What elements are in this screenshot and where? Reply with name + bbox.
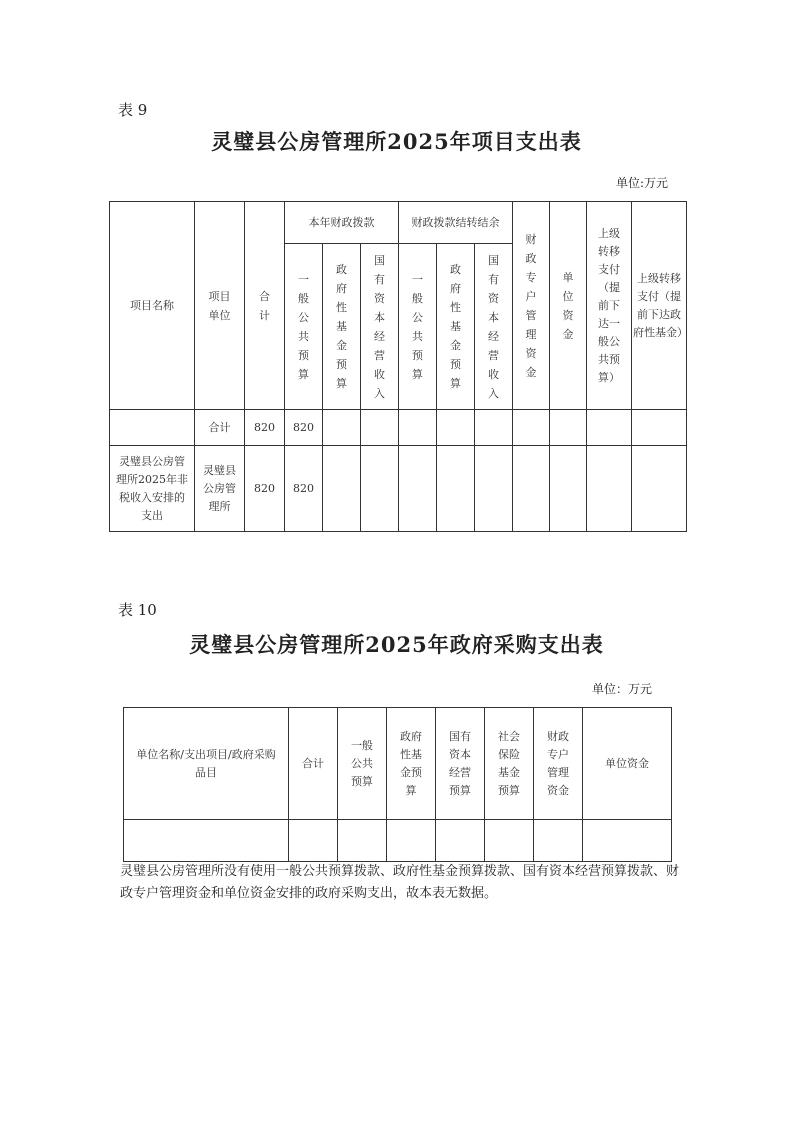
header-gov-fund-budget-text: 政府性基金预算	[336, 263, 347, 390]
total-row-empty-cell	[399, 410, 437, 446]
header-carryover-group	[399, 202, 513, 244]
table-row	[124, 820, 672, 862]
row-empty-cell	[475, 446, 513, 532]
project-expenditure-table	[109, 201, 687, 532]
header-general-budget	[338, 708, 387, 820]
total-row-empty-cell	[550, 410, 587, 446]
row-project-name	[110, 446, 195, 532]
header-current-year-group: 本年财政拨款	[285, 202, 399, 244]
table10-label: 表 10	[118, 601, 157, 619]
row-project-unit-text: 灵璧县公房管理所	[202, 463, 236, 513]
header-carry-general-budget-text: 一般公共预算	[412, 272, 424, 381]
total-row-empty-cell	[323, 410, 361, 446]
header-upper-transfer-general	[587, 202, 632, 410]
header-unit-fund-text: 单位资金	[562, 270, 574, 341]
total-row-empty-cell	[475, 410, 513, 446]
total-row-empty-cell	[437, 410, 475, 446]
total-row-general-budget: 820	[285, 410, 323, 446]
row-total: 820	[245, 446, 285, 532]
header-total: 合计	[289, 708, 338, 820]
header-general-budget	[285, 244, 323, 410]
total-row-empty-cell	[513, 410, 550, 446]
row-empty-cell	[399, 446, 437, 532]
header-unit-fund	[550, 202, 587, 410]
row-empty-cell	[632, 446, 687, 532]
header-gov-fund-budget-text: 政府性基金预算	[400, 729, 422, 797]
total-row-empty-cell	[587, 410, 632, 446]
row-empty-cell	[583, 820, 672, 862]
header-upper-transfer-fund-text: 上级转移支付（提前下达政府性基金）	[633, 271, 689, 339]
row-empty-cell	[437, 446, 475, 532]
total-row-empty-cell	[361, 410, 399, 446]
header-carryover-group-text: 财政拨款结转结余	[411, 215, 500, 229]
header-project-unit	[195, 202, 245, 410]
header-name	[124, 708, 289, 820]
header-carry-general-budget	[399, 244, 437, 410]
row-empty-cell	[436, 820, 485, 862]
header-upper-transfer-fund	[632, 202, 687, 410]
row-empty-cell	[587, 446, 632, 532]
header-fiscal-special	[513, 202, 550, 410]
row-empty-cell	[534, 820, 583, 862]
table10-title: 灵璧县公房管理所2025年政府采购支出表	[189, 632, 604, 657]
table9-unit: 单位:万元	[616, 176, 669, 190]
total-row-empty-cell	[632, 410, 687, 446]
row-empty-cell	[323, 446, 361, 532]
row-empty-cell	[513, 446, 550, 532]
row-empty-cell	[387, 820, 436, 862]
header-social-insurance-text: 社会保险基金预算	[498, 729, 520, 797]
header-project-unit-text: 项目单位	[208, 289, 231, 322]
header-state-capital-budget-text: 国有资本经营收入	[374, 253, 385, 400]
header-carry-state-capital-budget-text: 国有资本经营收入	[488, 253, 500, 400]
row-empty-cell	[338, 820, 387, 862]
header-state-capital-budget-text: 国有资本经营预算	[449, 729, 471, 797]
header-unit-fund: 单位资金	[583, 708, 672, 820]
row-empty-cell	[485, 820, 534, 862]
header-carry-gov-fund-budget	[437, 244, 475, 410]
row-project-name-text: 灵璧县公房管理所2025年非税收入安排的支出	[116, 454, 188, 522]
header-project-name: 项目名称	[110, 202, 195, 410]
row-project-unit	[195, 446, 245, 532]
table9-label: 表 9	[118, 101, 148, 119]
header-carry-state-capital-budget	[475, 244, 513, 410]
header-total-text: 合计	[259, 289, 270, 322]
header-state-capital-budget	[361, 244, 399, 410]
table9-title: 灵璧县公房管理所2025年项目支出表	[211, 129, 582, 154]
header-social-insurance	[485, 708, 534, 820]
header-carry-gov-fund-budget-text: 政府性基金预算	[450, 263, 462, 390]
total-row-total: 820	[245, 410, 285, 446]
total-row-label: 合计	[195, 410, 245, 446]
row-empty-cell	[361, 446, 399, 532]
header-total	[245, 202, 285, 410]
row-empty-cell	[289, 820, 338, 862]
row-general-budget: 820	[285, 446, 323, 532]
header-fiscal-special	[534, 708, 583, 820]
header-fiscal-special-text: 财政专户管理资金	[525, 232, 537, 379]
table-row	[110, 446, 687, 532]
table9-total-row	[110, 410, 687, 446]
table10-header-row	[124, 708, 672, 820]
header-upper-transfer-general-text: 上级转移支付（提前下达一般公共预算）	[598, 226, 621, 384]
header-general-budget-text: 一般公共预算	[351, 738, 373, 788]
row-empty-cell	[124, 820, 289, 862]
table10-unit: 单位：万元	[592, 682, 653, 696]
header-general-budget-text: 一般公共预算	[298, 272, 309, 381]
header-gov-fund-budget	[387, 708, 436, 820]
row-empty-cell	[550, 446, 587, 532]
procurement-expenditure-table	[123, 707, 672, 862]
table9-header-row-1	[110, 202, 687, 244]
total-row-project-name	[110, 410, 195, 446]
header-name-text: 单位名称/支出项目/政府采购品目	[136, 747, 276, 779]
header-gov-fund-budget	[323, 244, 361, 410]
header-state-capital-budget	[436, 708, 485, 820]
header-fiscal-special-text: 财政专户管理资金	[547, 729, 569, 797]
table10-note: 灵璧县公房管理所没有使用一般公共预算拨款、政府性基金预算拨款、国有资本经营预算拨款、财 政专户管理资金和单位资金安排的政府采购支出，故本表无数据。	[120, 864, 680, 901]
